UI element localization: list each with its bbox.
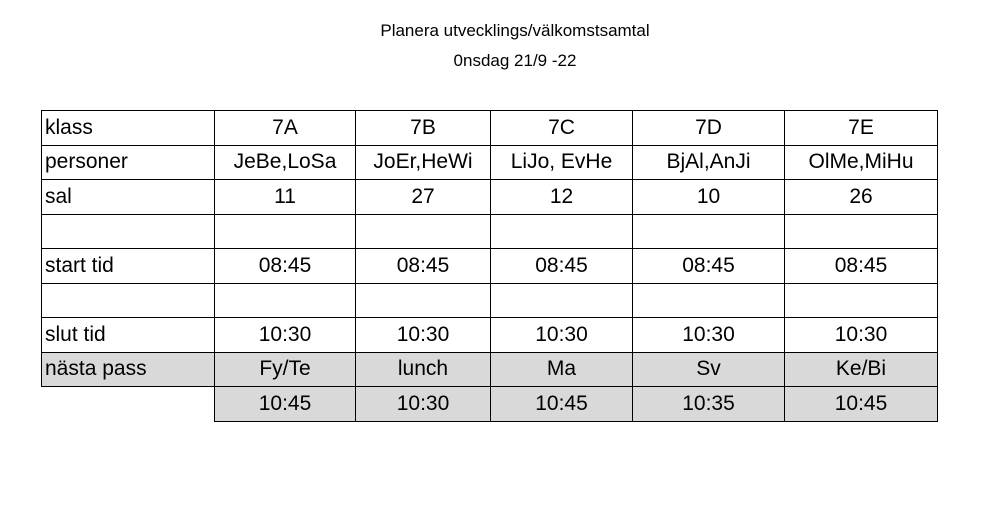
- table-cell: 27: [356, 180, 491, 215]
- table-cell: 10:30: [491, 318, 633, 353]
- table-cell: [633, 283, 785, 318]
- table-cell: Ma: [491, 352, 633, 387]
- table-cell: LiJo, EvHe: [491, 145, 633, 180]
- table-row-klass: [42, 111, 938, 146]
- row-label: klass: [42, 111, 215, 146]
- table-row-sal: [42, 180, 938, 215]
- table-cell: 08:45: [785, 249, 938, 284]
- table-cell: Ke/Bi: [785, 352, 938, 387]
- table-cell: 7D: [633, 111, 785, 146]
- table-row-personer: [42, 145, 938, 180]
- table-cell: 7B: [356, 111, 491, 146]
- table-cell: 10: [633, 180, 785, 215]
- table-row-empty: [42, 214, 938, 249]
- row-label: nästa pass: [42, 352, 215, 387]
- page-title: Planera utvecklings/välkomstsamtal: [380, 21, 650, 40]
- table-cell: [491, 214, 633, 249]
- table-cell: [356, 283, 491, 318]
- table-cell: [356, 214, 491, 249]
- table-cell: BjAl,AnJi: [633, 145, 785, 180]
- table-cell: 10:30: [356, 318, 491, 353]
- table-cell: 26: [785, 180, 938, 215]
- table-cell: 10:45: [215, 387, 356, 422]
- row-label: [42, 283, 215, 318]
- table-cell: 10:30: [633, 318, 785, 353]
- table-cell: [215, 214, 356, 249]
- schedule-table: [41, 110, 938, 422]
- table-cell: [215, 283, 356, 318]
- table-cell: 7A: [215, 111, 356, 146]
- table-cell: [785, 283, 938, 318]
- table-row-start-tid: [42, 249, 938, 284]
- table-cell: OlMe,MiHu: [785, 145, 938, 180]
- table-cell: 08:45: [633, 249, 785, 284]
- row-label: sal: [42, 180, 215, 215]
- table-cell: [785, 214, 938, 249]
- table-cell: 11: [215, 180, 356, 215]
- row-label: personer: [42, 145, 215, 180]
- table-cell: 7E: [785, 111, 938, 146]
- table-row-slut-tid: [42, 318, 938, 353]
- table-cell: JeBe,LoSa: [215, 145, 356, 180]
- table-row-empty: [42, 283, 938, 318]
- table-cell: lunch: [356, 352, 491, 387]
- table-cell: 10:30: [785, 318, 938, 353]
- table-cell: [633, 214, 785, 249]
- page-subtitle: 0nsdag 21/9 -22: [453, 51, 577, 70]
- table-cell: 10:35: [633, 387, 785, 422]
- table-cell: Sv: [633, 352, 785, 387]
- table-cell: [491, 283, 633, 318]
- table-cell: 08:45: [356, 249, 491, 284]
- row-label: [42, 387, 215, 422]
- table-cell: 10:45: [491, 387, 633, 422]
- row-label: slut tid: [42, 318, 215, 353]
- table-cell: 08:45: [215, 249, 356, 284]
- table-cell: 10:30: [215, 318, 356, 353]
- row-label: start tid: [42, 249, 215, 284]
- table-cell: 10:30: [356, 387, 491, 422]
- row-label: [42, 214, 215, 249]
- table-cell: 7C: [491, 111, 633, 146]
- table-cell: JoEr,HeWi: [356, 145, 491, 180]
- table-cell: 08:45: [491, 249, 633, 284]
- table-cell: 10:45: [785, 387, 938, 422]
- table-cell: Fy/Te: [215, 352, 356, 387]
- table-row-nasta-pass: [42, 352, 938, 387]
- table-cell: 12: [491, 180, 633, 215]
- table-row-nasta-pass-time: [42, 387, 938, 422]
